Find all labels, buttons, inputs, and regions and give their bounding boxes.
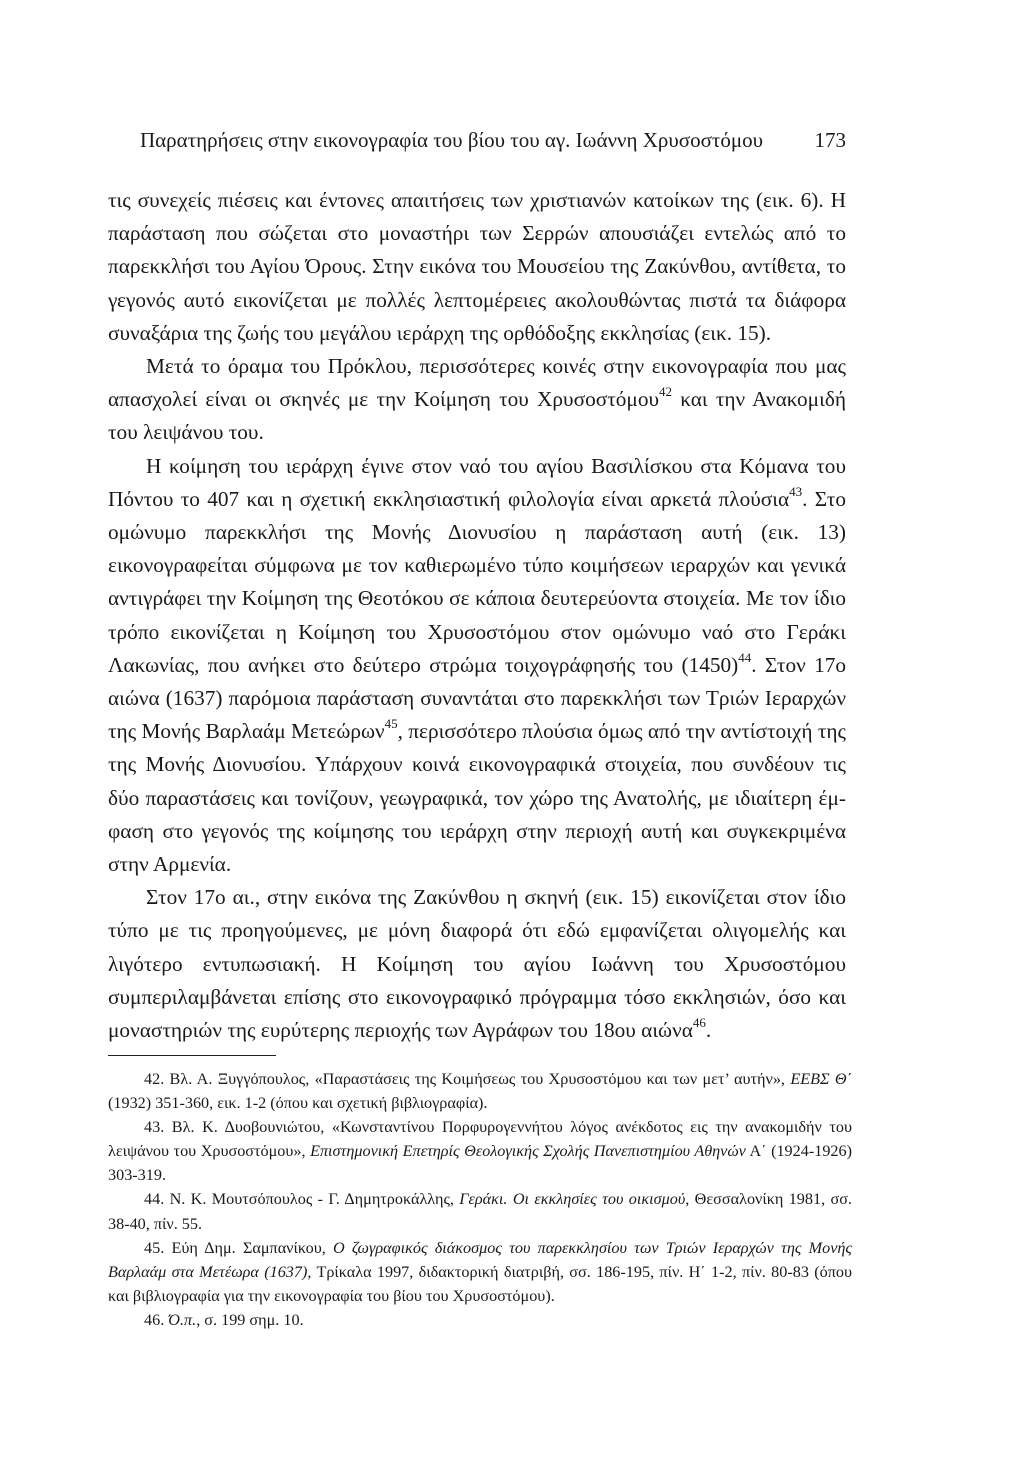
footnote-separator <box>108 1055 276 1056</box>
footnote-44: 44. Ν. Κ. Μουτσόπουλος - Γ. Δημητροκάλλης, Γεράκι. Οι εκκλησίες του οικισμού, Θεσσαλονίκη 1981, σσ. 38-40, πίν. 55. <box>108 1190 852 1233</box>
footnote-ref-45[interactable]: 45 <box>384 716 398 732</box>
page-number: 173 <box>814 128 846 152</box>
running-head <box>140 126 846 154</box>
footnote-ref-43[interactable]: 43 <box>789 483 803 499</box>
footnotes <box>108 1067 852 1332</box>
footnote-46: 46. Ό.π., σ. 199 σημ. 10. <box>144 1310 304 1329</box>
running-title: Παρατηρήσεις στην εικονογραφία του βίου του αγ. Ιωάννη Χρυσοστόμου <box>140 128 763 152</box>
main-text <box>108 184 846 1047</box>
paragraph-1: τις συνεχείς πιέσεις και έντονες απαιτήσεις των χριστιανών κατοίκων της (εικ. 6). Η παράσταση που σώζεται στο μοναστήρι των Σερρών απουσιάζει εντελώς από το παρεκκλήσι του Αγίου Όρους. Στην εικόνα του Μουσείου της Ζακύνθου, αντίθετα, το γεγονός αυτό εικονίζεται με πολλές λεπτομέρειες ακολουθώντας πιστά τα διάφορα συναξάρια της ζωής του μεγάλου ιεράρχη της ορθόδοξης εκκλησίας (εικ. 15). <box>108 188 846 345</box>
paragraph-2: Μετά το όραμα του Πρόκλου, περισσότερες κοινές στην εικονογραφία που μας απασχολεί είναι οι σκηνές με την Κοίμηση του Χρυσοστόμου$^{42}$ και την Ανακομιδή του λειψάνου του. <box>108 354 847 445</box>
footnote-43: 43. Βλ. Κ. Δυοβουνιώτου, «Κωνσταντίνου Πορφυρογεννήτου λόγος ανέκδοτος εις την ανακομιδήν του λειψάνου του Χρυσοστόμου», Επιστημονική Επετηρίς Θεολογικής Σχολής Πανεπιστημίου Αθηνών Α΄ (1924-1926) 303-319. <box>108 1118 852 1185</box>
footnote-ref-46[interactable]: 46 <box>692 1014 706 1030</box>
paragraph-3: Η κοίμηση του ιεράρχη έγινε στον ναό του αγίου Βασιλίσκου στα Κόμανα του Πόντου το 407 και η σχετική εκκλησιαστική φιλολογία είναι αρκετά πλούσια$^{43}$. Στο ομώνυμο παρεκκλήσι της Μονής Διονυσίου η παράσταση αυτή (εικ. 13) εικονογραφείται σύμφωνα με τον καθιερωμένο τύπο κοιμήσεων ιεραρχών και γενικά αντιγράφει την Κοίμηση της Θεοτόκου σε κάποια δευτερεύοντα στοιχεία. Με τον ίδιο τρόπο εικονίζεται η Κοίμηση του Χρυσοστόμου στον ομώνυμο ναό στο Γεράκι Λακωνίας, που ανήκει στο δεύτερο στρώμα τοιχογράφησής του $(1450)^{44}$. Στον 17ο αιώνα (1637) παρόμοια παράσταση συναντάται στο παρεκκλήσι των Τριών Ιεραρχών της Μονής Βαρλαάμ Μετεώρων$^{45}$, περισσότερο πλούσια όμως από την αντίστοιχή της της Μονής Διονυσίου. Υπάρχουν κοινά εικονογραφικά στοιχεία, που συνδέουν τις δύο παραστάσεις και τονίζουν, γεωγραφικά, τον χώρο της Ανατολής, με ιδιαίτερη έμφαση στο γεγονός της κοίμησης του ιεράρχη στην περιοχή αυτή και συγκεκριμένα στην Αρμενία. <box>108 453 847 877</box>
footnote-ref-44[interactable]: 44 <box>738 649 752 665</box>
footnote-ref-42[interactable]: 42 <box>659 384 673 400</box>
footnote-45: 45. Εύη Δημ. Σαμπανίκου, Ο ζωγραφικός διάκοσμος του παρεκκλησίου των Τριών Ιεραρχών της Μονής Βαρλαάμ στα Μετέωρα (1637), Τρίκαλα 1997, διδακτορική διατριβή, σσ. 186-195, πίν. Η΄ 1-2, πίν. 80-83 (όπου και βιβλιογραφία για την εικονογραφία του βίου του Χρυσοστόμου). <box>108 1238 852 1305</box>
paragraph-4: Στον 17ο αι., στην εικόνα της Ζακύνθου η σκηνή (εικ. 15) εικονίζεται στον ίδιο τύπο με τις προηγούμενες, με μόνη διαφορά ότι εδώ εμφανίζεται ολιγομελής και λιγότερο εντυπωσιακή. Η Κοίμηση του αγίου Ιωάννη του Χρυσοστόμου συμπεριλαμβάνεται επίσης στο εικονογραφικό πρόγραμμα τόσο εκκλησιών, όσο και μοναστηριών της ευρύτερης περιοχής των Αγράφων του 18ου αιώνα$^{46}$. <box>108 885 846 1043</box>
footnote-42: 42. Βλ. Α. Ξυγγόπουλος, «Παραστάσεις της Κοιμήσεως του Χρυσοστόμου και των μετ’ αυτήν», ΕΕΒΣ Θ΄ (1932) 351-360, εικ. 1-2 (όπου και σχετική βιβλιογραφία). <box>108 1070 852 1113</box>
